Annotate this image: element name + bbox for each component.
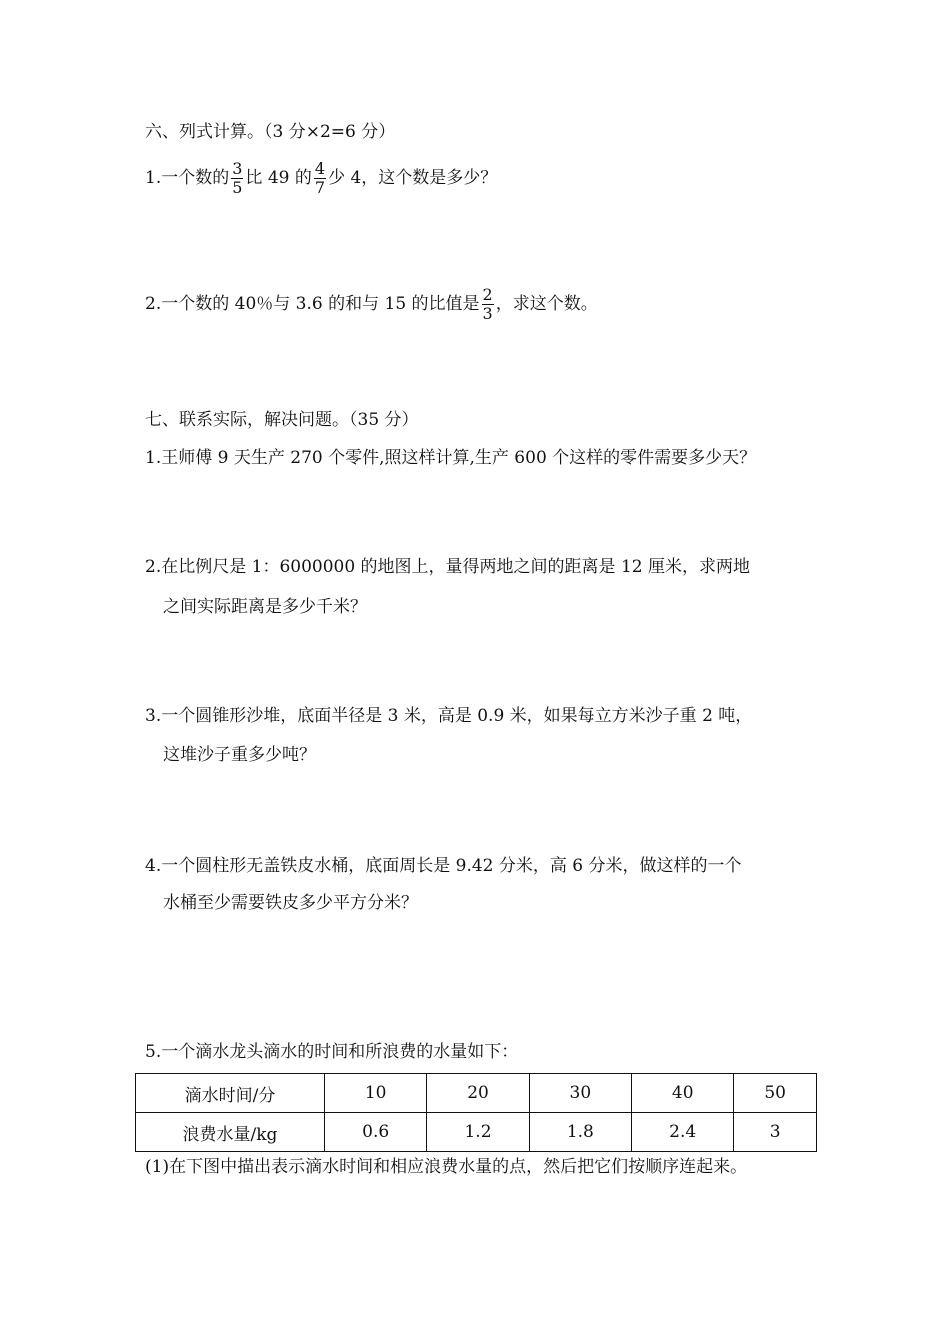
section7-question3-line1: 3.一个圆锥形沙堆，底面半径是 3 米，高是 0.9 米，如果每立方米沙子重 2 吨， xyxy=(145,706,753,726)
table-cell: 0.6 xyxy=(325,1113,427,1152)
section7-question5-part1: (1)在下图中描出表示滴水时间和相应浪费水量的点，然后把它们按顺序连起来。 xyxy=(145,1157,748,1177)
table-header-cell: 滴水时间/分 xyxy=(136,1074,325,1113)
q2-suffix: ，求这个数。 xyxy=(495,294,598,314)
section7-title: 七、联系实际，解决问题。（35 分） xyxy=(145,410,419,430)
section6-title: 六、列式计算。（3 分×2=6 分） xyxy=(145,122,396,142)
section7-question1: 1.王师傅 9 天生产 270 个零件,照这样计算,生产 600 个这样的零件需要多少天？ xyxy=(145,448,757,468)
section7-question5: 5.一个滴水龙头滴水的时间和所浪费的水量如下： xyxy=(145,1042,519,1062)
table-header-cell: 浪费水量/kg xyxy=(136,1113,325,1152)
section6-question2 xyxy=(145,286,598,323)
table-row xyxy=(136,1113,817,1152)
section7-question4-line1: 4.一个圆柱形无盖铁皮水桶，底面周长是 9.42 分米，高 6 分米，做这样的一个 xyxy=(145,856,742,876)
water-waste-table xyxy=(135,1073,817,1152)
table-cell: 1.2 xyxy=(427,1113,529,1152)
table-cell: 50 xyxy=(734,1074,817,1113)
section7-question2-line1: 2.在比例尺是 1：6000000 的地图上，量得两地之间的距离是 12 厘米，求两地 xyxy=(145,557,750,577)
section6-question1 xyxy=(145,160,497,197)
q1-suffix: 少 4，这个数是多少？ xyxy=(328,168,498,188)
table-cell: 2.4 xyxy=(632,1113,734,1152)
q2-prefix: 2.一个数的 40％与 3.6 的和与 15 的比值是 xyxy=(145,294,480,314)
fraction-four-sevenths: $\frac{4}{7}$ xyxy=(314,159,326,197)
section7-question4-line2: 水桶至少需要铁皮多少平方分米？ xyxy=(163,893,418,913)
q1-mid: 比 49 的 xyxy=(245,168,312,188)
section7-question3-line2: 这堆沙子重多少吨？ xyxy=(163,745,316,765)
table-cell: 10 xyxy=(325,1074,427,1113)
section7-question2-line2: 之间实际距离是多少千米？ xyxy=(163,597,367,617)
q1-prefix: 1.一个数的 xyxy=(145,168,230,188)
table-row xyxy=(136,1074,817,1113)
table-cell: 1.8 xyxy=(529,1113,631,1152)
table-cell: 30 xyxy=(529,1074,631,1113)
table-cell: 20 xyxy=(427,1074,529,1113)
fraction-three-fifths: $\frac{3}{5}$ xyxy=(232,159,243,197)
table-cell: 40 xyxy=(632,1074,734,1113)
fraction-two-thirds: $\frac{2}{3}$ xyxy=(482,285,493,323)
table-cell: 3 xyxy=(734,1113,817,1152)
